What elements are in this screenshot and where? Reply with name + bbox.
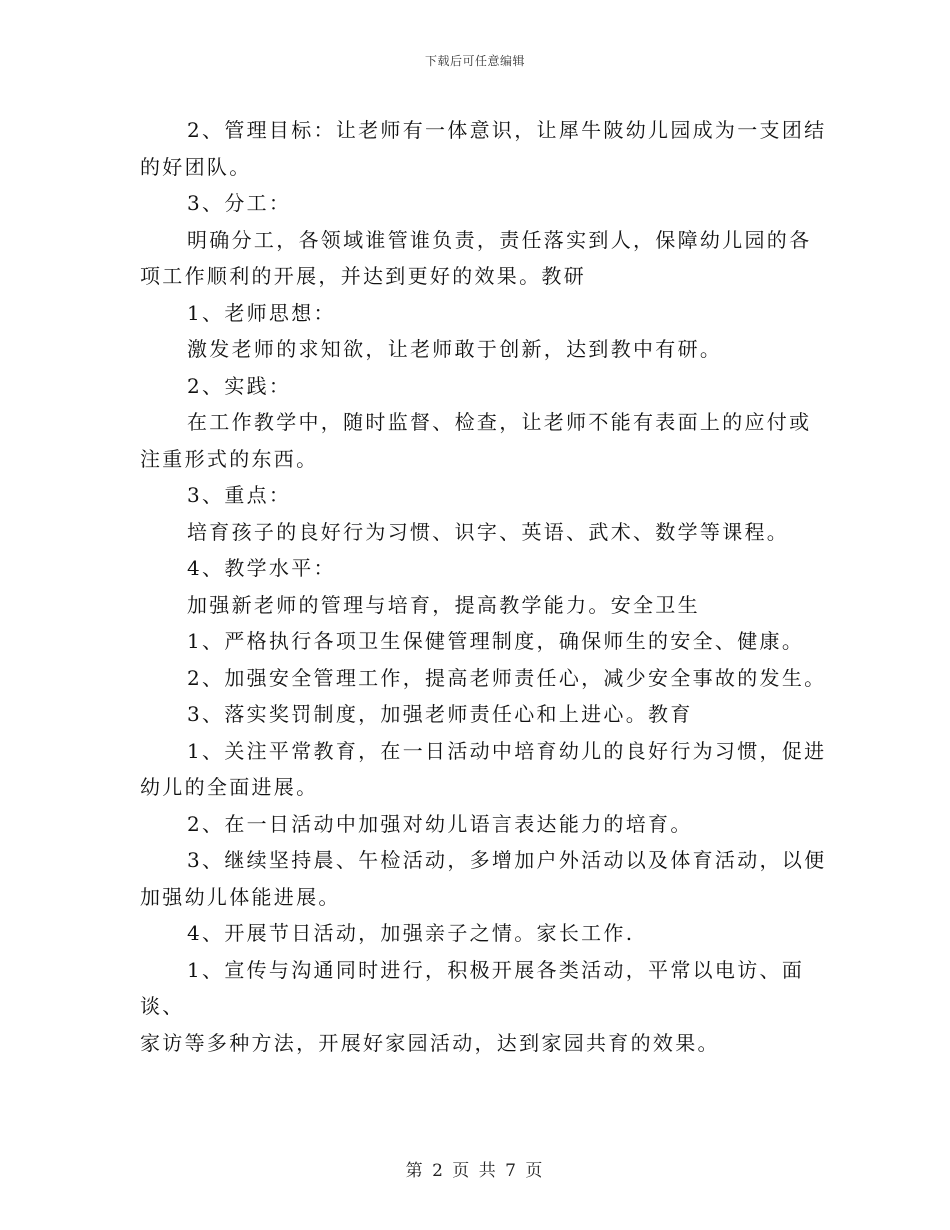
paragraph-line: 3、重点： (187, 483, 292, 507)
paragraph-line: 明确分工，各领域谁管谁负责，责任落实到人，保障幼儿园的各 (187, 227, 812, 252)
page-header-note: 下载后可任意编辑 (424, 54, 525, 68)
paragraph-continuation-line: 加强幼儿体能进展。 (140, 884, 341, 909)
paragraph-line: 2、实践： (187, 373, 292, 398)
paragraph-line: 3、继续坚持晨、午检活动，多增加户外活动以及体育活动，以便 (187, 848, 827, 872)
paragraph-line: 3、分工： (187, 191, 292, 215)
document-body (140, 112, 830, 1061)
paragraph-continuation-line: 的好团队。 (140, 154, 252, 179)
paragraph-line: 1、老师思想： (187, 300, 336, 325)
paragraph-line: 培育孩子的良好行为习惯、识字、英语、武术、数学等课程。 (187, 519, 790, 544)
paragraph-line: 1、严格执行各项卫生保健管理制度，确保师生的安全、健康。 (187, 629, 805, 653)
paragraph-line: 1、宣传与沟通同时进行，积极开展各类活动，平常以电访、面谈、 (140, 957, 805, 1018)
paragraph-line: 在工作教学中，随时监督、检查，让老师不能有表面上的应付或 (187, 410, 812, 434)
paragraph-line: 激发老师的求知欲，让老师敢于创新，达到教中有研。 (187, 337, 723, 361)
paragraph-line: 1、关注平常教育，在一日活动中培育幼儿的良好行为习惯，促进 (187, 738, 827, 763)
paragraph-continuation-line: 幼儿的全面进展。 (140, 775, 319, 799)
paragraph-line: 2、加强安全管理工作，提高老师责任心，减少安全事故的发生。 (187, 665, 827, 690)
paragraph-continuation-line: 项工作顺利的开展，并达到更好的效果。教研 (140, 264, 586, 288)
paragraph-line: 4、开展节日活动，加强亲子之情。家长工作. (187, 921, 635, 945)
paragraph-line: 2、管理目标：让老师有一体意识，让犀牛陂幼儿园成为一支团结 (187, 118, 827, 142)
page-number: 第 2 页 共 7 页 (405, 1161, 545, 1181)
paragraph-line: 2、在一日活动中加强对幼儿语言表达能力的培育。 (187, 811, 693, 836)
paragraph-continuation-line: 注重形式的东西。 (140, 446, 319, 471)
paragraph-line: 4、教学水平： (187, 556, 336, 580)
paragraph-line: 加强新老师的管理与培育，提高教学能力。安全卫生 (187, 592, 700, 617)
paragraph-line: 3、落实奖罚制度，加强老师责任心和上进心。教育 (187, 702, 693, 726)
paragraph-continuation-line: 家访等多种方法，开展好家园活动，达到家园共育的效果。 (140, 1030, 720, 1055)
